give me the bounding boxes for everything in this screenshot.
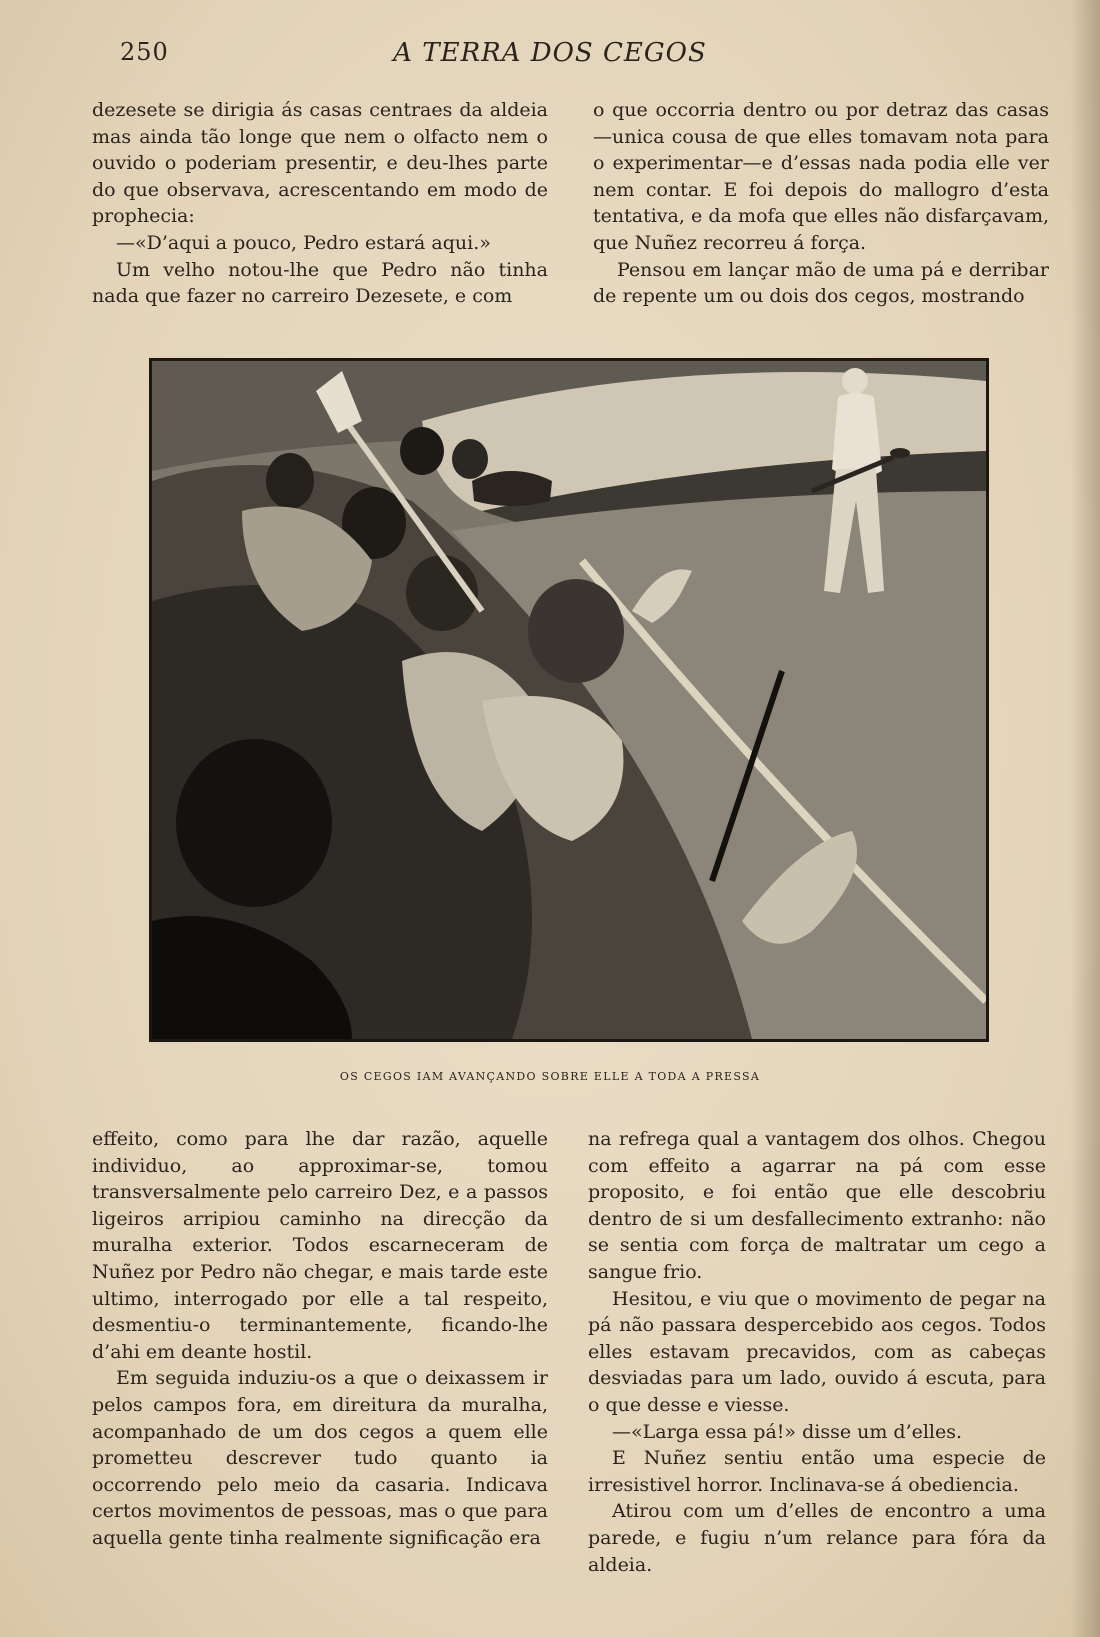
text-column-top-right xyxy=(593,97,1049,310)
text-column-bottom-right xyxy=(588,1126,1046,1578)
paragraph: Atirou com um d’elles de encontro a uma parede, e fugiu n’um relance para fóra da aldeia. xyxy=(588,1500,1046,1576)
text-column-bottom-left xyxy=(92,1126,548,1552)
illustration-caption: OS CEGOS IAM AVANÇANDO SOBRE ELLE A TODA A PRESSA xyxy=(339,1070,761,1083)
paragraph: Pensou em lançar mão de uma pá e derribar de repente um ou dois dos cegos, mostrando xyxy=(593,258,1049,308)
paragraph: E Nuñez sentiu então uma especie de irresistivel horror. Inclinava-se á obediencia. xyxy=(588,1447,1046,1496)
paragraph: —«D’aqui a pouco, Pedro estará aqui.» xyxy=(116,231,491,254)
text-column-top-left xyxy=(92,97,548,310)
paragraph: o que occorria dentro ou por detraz das casas —unica cousa de que elles tomavam nota para o experimentar—e d’essas nada podia elle ver nem contar. E foi depois do mallogro d’esta tentativa, e da mofa que elles não disfarçavam, que Nuñez recorreu á força. xyxy=(593,99,1049,254)
paragraph: Hesitou, e viu que o movimento de pegar na pá não passara despercebido aos cegos. Todos elles estavam precavidos, com as cabeças desviadas para um lado, ouvido á escuta, para o que desse e viesse. xyxy=(588,1287,1046,1416)
page-number: 250 xyxy=(120,38,169,66)
illustration-drawing xyxy=(152,361,986,1039)
paragraph: dezesete se dirigia ás casas centraes da aldeia mas ainda tão longe que nem o olfacto nem o ouvido o poderiam presentir, e deu-lhes parte do que observava, acrescentando em modo de prophecia: xyxy=(92,99,548,228)
illustration xyxy=(149,358,989,1042)
page-header xyxy=(0,38,1100,78)
paragraph: —«Larga essa pá!» disse um d’elles. xyxy=(612,1420,963,1443)
page-spine-shadow xyxy=(1070,0,1100,1637)
paragraph: Em seguida induziu-os a que o deixassem ir pelos campos fora, em direitura da muralha, acompanhado de um dos cegos a quem elle prometteu descrever tudo quanto ia occorrendo pelo meio da casaria. Indicava certos movimentos de pessoas, mas o que para aquella gente tinha realmente significação era xyxy=(92,1367,548,1549)
paragraph: effeito, como para lhe dar razão, aquelle individuo, ao approximar-se, tomou transversalmente pelo carreiro Dez, e a passos ligeiros arripiou caminho na direcção da muralha exterior. Todos escarneceram de Nuñez por Pedro não chegar, e mais tarde este ultimo, interrogado por elle a tal respeito, desmentiu-o terminantemente, ficando-lhe d’ahi em deante hostil. xyxy=(92,1128,548,1363)
paragraph: Um velho notou-lhe que Pedro não tinha nada que fazer no carreiro Dezesete, e com xyxy=(92,258,548,308)
paragraph: na refrega qual a vantagem dos olhos. Chegou com effeito a agarrar na pá com esse proposito, e foi então que elle descobriu dentro de si um desfallecimento extranho: não se sentia com força de maltratar um cego a sangue frio. xyxy=(588,1128,1046,1283)
running-title: A TERRA DOS CEGOS xyxy=(393,38,707,68)
